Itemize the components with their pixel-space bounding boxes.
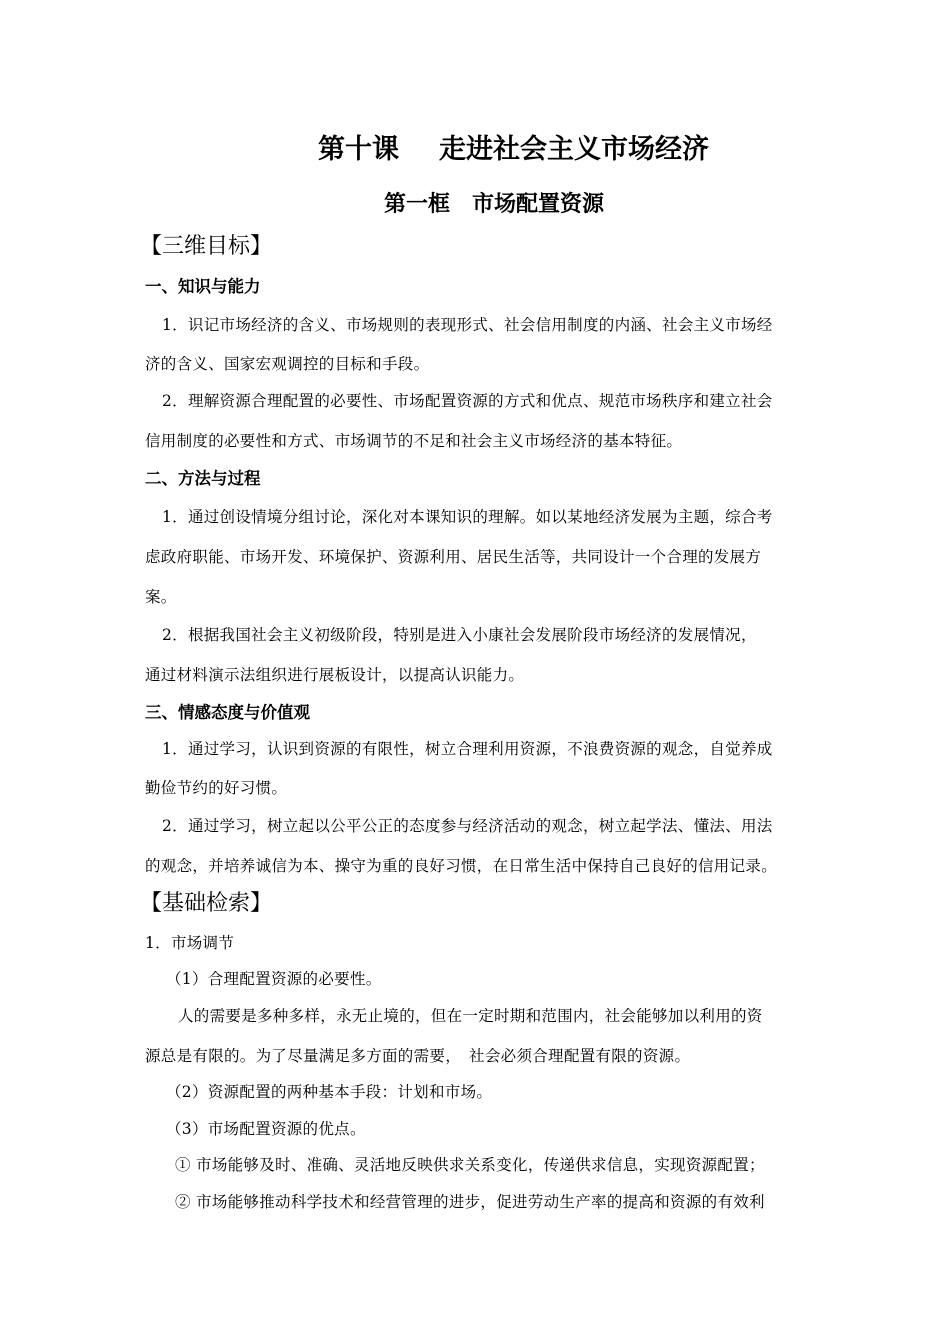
lesson-name: 走进社会主义市场经济 (439, 134, 709, 165)
section-name: 市场配置资源 (472, 192, 605, 217)
paragraph-line: 虑政府职能、市场开发、环境保护、资源利用、居民生活等，共同设计一个合理的发展方 (145, 548, 762, 566)
paragraph-line: 1．识记市场经济的含义、市场规则的表现形式、社会信用制度的内涵、社会主义市场经 (162, 316, 773, 334)
list-item: （2）资源配置的两种基本手段：计划和市场。 (166, 1083, 493, 1101)
paragraph-line: 1．通过创设情境分组讨论，深化对本课知识的理解。如以某地经济发展为主题，综合考 (162, 508, 773, 526)
goals-heading: 【三维目标】 (140, 234, 273, 259)
paragraph-line: 2．通过学习，树立起以公平公正的态度参与经济活动的观念，树立起学法、懂法、用法 (162, 817, 773, 835)
list-item: （3）市场配置资源的优点。 (166, 1120, 366, 1138)
paragraph-line: 2．理解资源合理配置的必要性、市场配置资源的方式和优点、规范市场秩序和建立社会 (162, 392, 773, 410)
paragraph-line: 的观念，并培养诚信为本、操守为重的良好习惯，在日常生活中保持自己良好的信用记录。 (145, 857, 778, 875)
paragraph-line: 人的需要是多种多样，永无止境的，但在一定时期和范围内，社会能够加以利用的资 (178, 1007, 763, 1025)
emotion-heading: 三、情感态度与价值观 (145, 703, 310, 722)
list-item: ① 市场能够及时、准确、灵活地反映供求关系变化，传递供求信息，实现资源配置； (175, 1156, 765, 1174)
basics-heading: 【基础检索】 (140, 891, 273, 916)
lesson-title (318, 136, 709, 163)
section-title (384, 194, 604, 216)
paragraph-line: 通过材料演示法组织进行展板设计，以提高认识能力。 (145, 666, 525, 684)
list-item: （1）合理配置资源的必要性。 (166, 970, 382, 988)
list-item: 1．市场调节 (145, 934, 235, 952)
paragraph-line: 源总是有限的。为了尽量满足多方面的需要， 社会必须合理配置有限的资源。 (145, 1047, 691, 1065)
section-number: 第一框 (384, 192, 451, 217)
paragraph-line: 2．根据我国社会主义初级阶段，特别是进入小康社会发展阶段市场经济的发展情况， (162, 626, 757, 644)
knowledge-heading: 一、知识与能力 (145, 277, 261, 296)
method-heading: 二、方法与过程 (145, 469, 261, 488)
paragraph-line: 勤俭节约的好习惯。 (145, 779, 288, 797)
paragraph-line: 1．通过学习，认识到资源的有限性，树立合理利用资源，不浪费资源的观念，自觉养成 (162, 740, 773, 758)
lesson-number: 第十课 (318, 134, 399, 165)
paragraph-line: 案。 (145, 588, 177, 606)
list-item: ② 市场能够推动科学技术和经营管理的进步，促进劳动生产率的提高和资源的有效利 (175, 1193, 765, 1211)
paragraph-line: 信用制度的必要性和方式、市场调节的不足和社会主义市场经济的基本特征。 (145, 432, 683, 450)
paragraph-line: 济的含义、国家宏观调控的目标和手段。 (145, 355, 430, 373)
